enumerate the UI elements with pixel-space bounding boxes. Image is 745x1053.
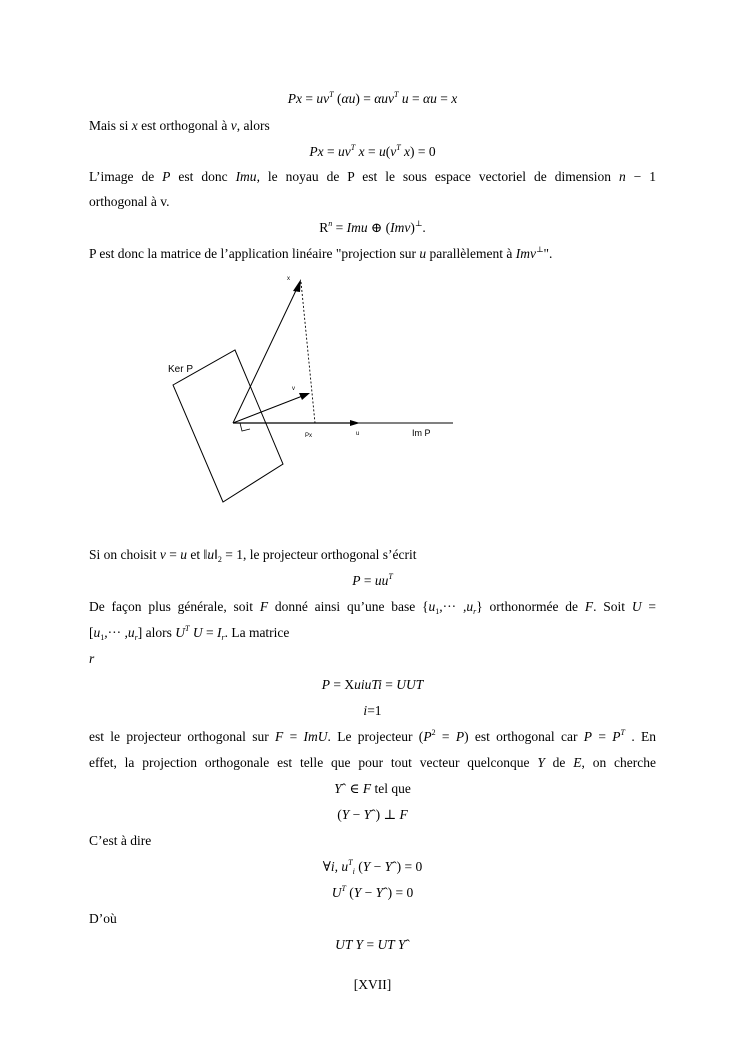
equation-px-zero: $Px = uv^T$ $x = u(v^T$ x) = 0 bbox=[309, 143, 436, 159]
text-image-kernel-2: orthogonal à v. bbox=[89, 194, 170, 209]
u-arrowhead bbox=[350, 420, 360, 426]
page-number: [XVII] bbox=[353, 977, 392, 992]
equation-sum: P = XuiuTi = UUT bbox=[321, 677, 424, 692]
label-v: v bbox=[292, 386, 295, 392]
text-image-kernel-1: L’image de P est donc Imu, le noyau de P est le sous espace vectoriel de dimension n − 1 bbox=[89, 169, 656, 184]
equation-final: UT Y = UT Yˆ bbox=[335, 937, 410, 952]
v-arrowhead bbox=[299, 393, 310, 400]
text-dou: D’où bbox=[89, 911, 117, 926]
label-ker-p: Ker P bbox=[168, 364, 194, 375]
sum-lower-limit: i=1 bbox=[363, 703, 382, 718]
label-x: x bbox=[287, 276, 290, 282]
equation-yhat-in-f: Yˆ ∈ F tel que bbox=[334, 781, 411, 796]
equation-ut: $U^T$ (Y − Yˆ) = 0 bbox=[331, 884, 414, 900]
equation-px-equals-x: $Px = uv^T$ (αu) = αuv$^T$ u = αu = x bbox=[287, 90, 458, 106]
equation-decomposition: $R^n$ = Imu ⊕ (Imv)⊥. bbox=[319, 219, 426, 235]
text-orthogonal-intro: Mais si x est orthogonal à v, alors bbox=[89, 118, 270, 133]
x-arrowhead bbox=[293, 279, 301, 292]
projection-dashed-line bbox=[301, 282, 315, 423]
text-projector-2: effet, la projection orthogonale est telle que pour tout vecteur quelconque Y de E, on cherche bbox=[89, 755, 657, 770]
label-px: Px bbox=[305, 433, 313, 439]
label-u: u bbox=[356, 431, 360, 437]
equation-perp: (Y − Yˆ) ⊥ F bbox=[337, 807, 408, 822]
equation-p-uu: $P = uu^T$ bbox=[352, 572, 393, 588]
text-projector-1: est le projecteur orthogonal sur F = ImU. Le projecteur $(P^2 = P)$ est orthogonal car $P = P^T$ . En bbox=[89, 728, 657, 744]
equation-forall: ∀i, $u^T_i$ (Y − Yˆ) = 0 bbox=[322, 858, 423, 876]
label-im-p: Im P bbox=[412, 428, 431, 438]
text-cest-a-dire: C’est à dire bbox=[89, 833, 152, 848]
text-general-2: $[u_1,\cdot\cdot\cdot ,u_r]$ alors $U^T$ $U = I_r$. La matrice bbox=[89, 624, 290, 642]
sum-upper-limit: r bbox=[89, 651, 95, 666]
right-angle-mark bbox=[240, 423, 250, 431]
projection-figure bbox=[0, 265, 745, 525]
x-arrow bbox=[233, 282, 300, 423]
text-general-1: De façon plus générale, soit F donné ainsi qu’une base $\{u_1,\cdot\cdot\cdot ,u_r\}$ orthonormée de F. Soit U = bbox=[89, 599, 656, 616]
text-choose-v: Si on choisit v = u et $‖u‖_2 = 1$, le projecteur orthogonal s’écrit bbox=[89, 547, 417, 564]
text-projection-matrix: P est donc la matrice de l’application linéaire "projection sur u parallèlement à Imv⊥". bbox=[89, 245, 553, 261]
